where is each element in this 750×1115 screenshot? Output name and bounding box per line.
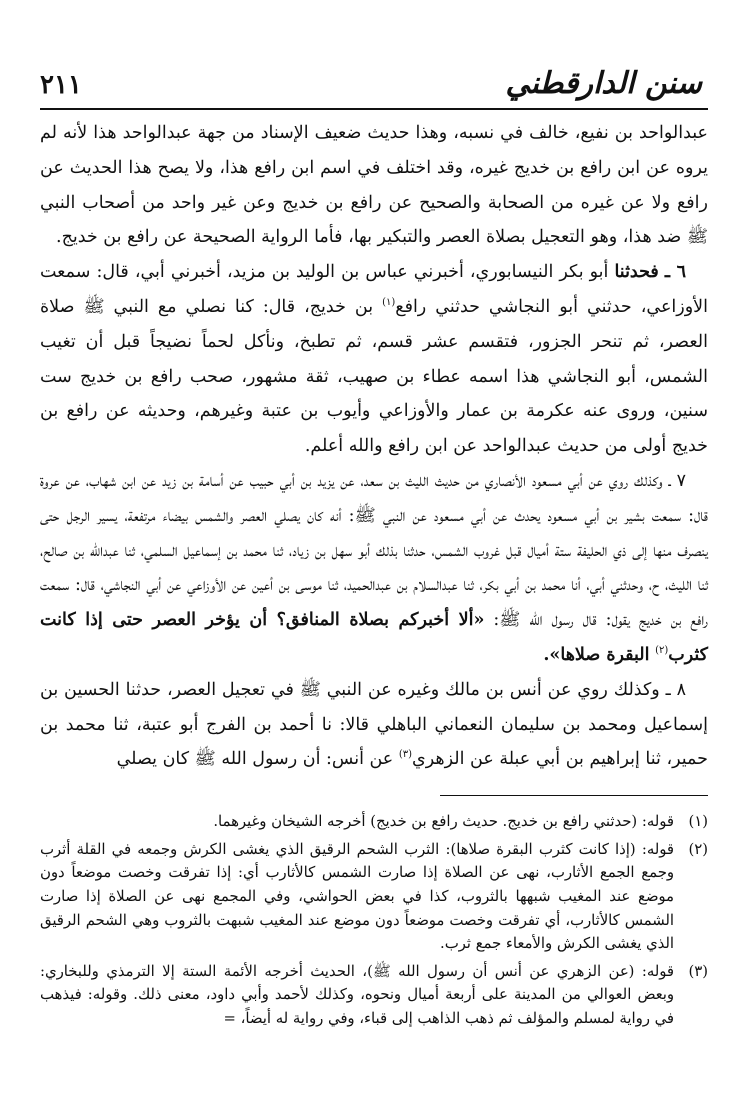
paragraph-continuation: عبدالواحد بن نفيع، خالف في نسبه، وهذا حديث ضعيف الإسناد من جهة عبدالواحد هذا لأنه لم يروه عن ابن رافع بن خديج غيره، وقد اختلف في اسم ابن رافع هذا، ولا يصح هذا الحديث عن رافع ولا عن غيره من الصحابة والصحيح عن رافع بن خديج وعن غير واحد من أصحاب النبي ﷺ ضد هذا، وهو التعجيل بصلاة العصر والتبكير بها، فأما الرواية الصحيحة عن رافع بن خديج. — [40, 123, 708, 248]
footnote-number: (٣) — [688, 962, 708, 980]
hadith-quote: «ألا أخبركم بصلاة المنافق؟ أن يؤخر العصر حتى إذا كانت كثرب — [40, 610, 708, 665]
paragraph-text: بن خديج، قال: كنا نصلي مع النبي ﷺ صلاة العصر، ثم تنحر الجزور، فتقسم عشر قسم، ثم تطبخ، ونأكل لحماً نضيجاً قبل أن تغيب الشمس، أبو النجاشي هذا اسمه عطاء بن صهيب، ثقة مشهور، صحب رافع بن خديج ست سنين، وروى عنه عكرمة بن عمار والأوزاعي وأيوب بن عتبة وغيرهم، وحديثه عن رافع بن خديج أولى من حديث عبدالواحد عن ابن رافع والله أعلم. — [40, 296, 708, 457]
footnote-ref-1: (١) — [382, 297, 396, 309]
page-header — [40, 62, 708, 110]
paragraph-text: ٨ ـ وكذلك روي عن أنس بن مالك وغيره عن النبي ﷺ في تعجيل العصر، حدثنا الحسين بن إسماعيل ومحمد بن سليمان النعماني الباهلي قالا: نا أحمد بن الفرج أبو عتبة، ثنا محمد بن حمير، ثنا إبراهيم بن أبي عبلة عن الزهري — [40, 679, 708, 770]
paragraph-text: أبو بكر النيسابوري، أخبرني عباس بن الوليد بن مزيد، أخبرني أبي، قال: سمعت الأوزاعي، حدثني أبو النجاشي حدثني رافع — [40, 262, 708, 317]
footnote-text: قوله: (عن الزهري عن أنس أن رسول الله ﷺ)، الحديث أخرجه الأئمة الستة إلا الترمذي وللبخاري: وبعض العوالي من المدينة على أربعة أميال ونحوه، وكذلك لأحمد وأبي داود، معنى ذلك. وقوله: فيذهب في رواية لمسلم والمؤلف ثم ذهب الذاهب إلى قباء، وفي رواية له أيضاً، = — [40, 962, 674, 1027]
footnotes — [40, 810, 708, 1030]
footnote-ref-2: (٢) — [655, 645, 669, 657]
paragraph-text: عن أنس: أن رسول الله ﷺ كان يصلي — [116, 749, 394, 770]
paragraph-text: ٧ ـ وكذلك روي عن أبي مسعود الأنصاري من حديث الليث بن سعد، عن يزيد بن أبي حبيب عن أسامة بن زيد عن ابن شهاب، عن عروة قال: سمعت بشير بن أبي مسعود يحدث عن أبي مسعود عن النبي ﷺ: أنه كان يصلي العصر والشمس بيضاء مرتفعة، يسير الرجل حتى ينصرف منها إلى ذي الحليفة ستة أميال قبل غروب الشمس، حدثنا بذلك أبو سهل بن زياد، ثنا محمد بن إسماعيل السلمي، ثنا عبدالله بن صالح، ثنا الليث، ح، وحدثني أبي، أنا محمد بن أبي بكر، ثنا عبدالسلام بن عبدالحميد، ثنا موسى بن أعين عن الأوزاعي عن أبي النجاشي، قال: سمعت رافع بن خديج يقول: قال رسول الله ﷺ: — [40, 470, 708, 631]
footnote-text: قوله: (حدثني رافع بن خديج. حديث رافع بن خديج) أخرجه الشيخان وغيرهما. — [213, 813, 674, 831]
footnote-ref-3: (٣) — [398, 749, 413, 761]
paragraph-7 — [40, 464, 708, 673]
page — [40, 62, 708, 1034]
main-text — [40, 116, 708, 777]
footnote-number: (٢) — [688, 840, 708, 858]
hadith-quote: البقرة صلاها». — [543, 644, 650, 665]
footnote-1 — [40, 810, 708, 834]
footnote-3 — [40, 960, 708, 1031]
hadith-number: ٦ ـ — [664, 262, 686, 283]
footnote-2 — [40, 838, 708, 956]
lead-word: فحدثنا — [614, 262, 659, 283]
page-number: ٢١١ — [40, 70, 82, 100]
paragraph-8 — [40, 673, 708, 777]
paragraph-6 — [40, 255, 708, 464]
footnote-number: (١) — [688, 813, 708, 831]
book-title: سنن الدارقطني — [505, 66, 702, 101]
footnote-divider — [440, 795, 708, 796]
footnote-text: قوله: (إذا كانت كثرب البقرة صلاها): الثرب الشحم الرقيق الذي يغشى الكرش وجمعه في القلة أثرب وجمع الجمع الأثارب، نهى عن الصلاة إذا صارت الشمس كالأثارب أي: إذا تفرقت وخصت موضعاً دون موضع عند المغيب شبهها بالثروب، كذا في بعض الحواشي، وفي المجمع نهى عن الصلاة إذا صارت الشمس كالأثارب، أي تفرقت وخصت موضعاً دون موضع عند المغيب شبهت بالثروب وهي الشحم الرقيق الذي يغشى الكرش والأمعاء جمع ثرب. — [40, 840, 674, 953]
